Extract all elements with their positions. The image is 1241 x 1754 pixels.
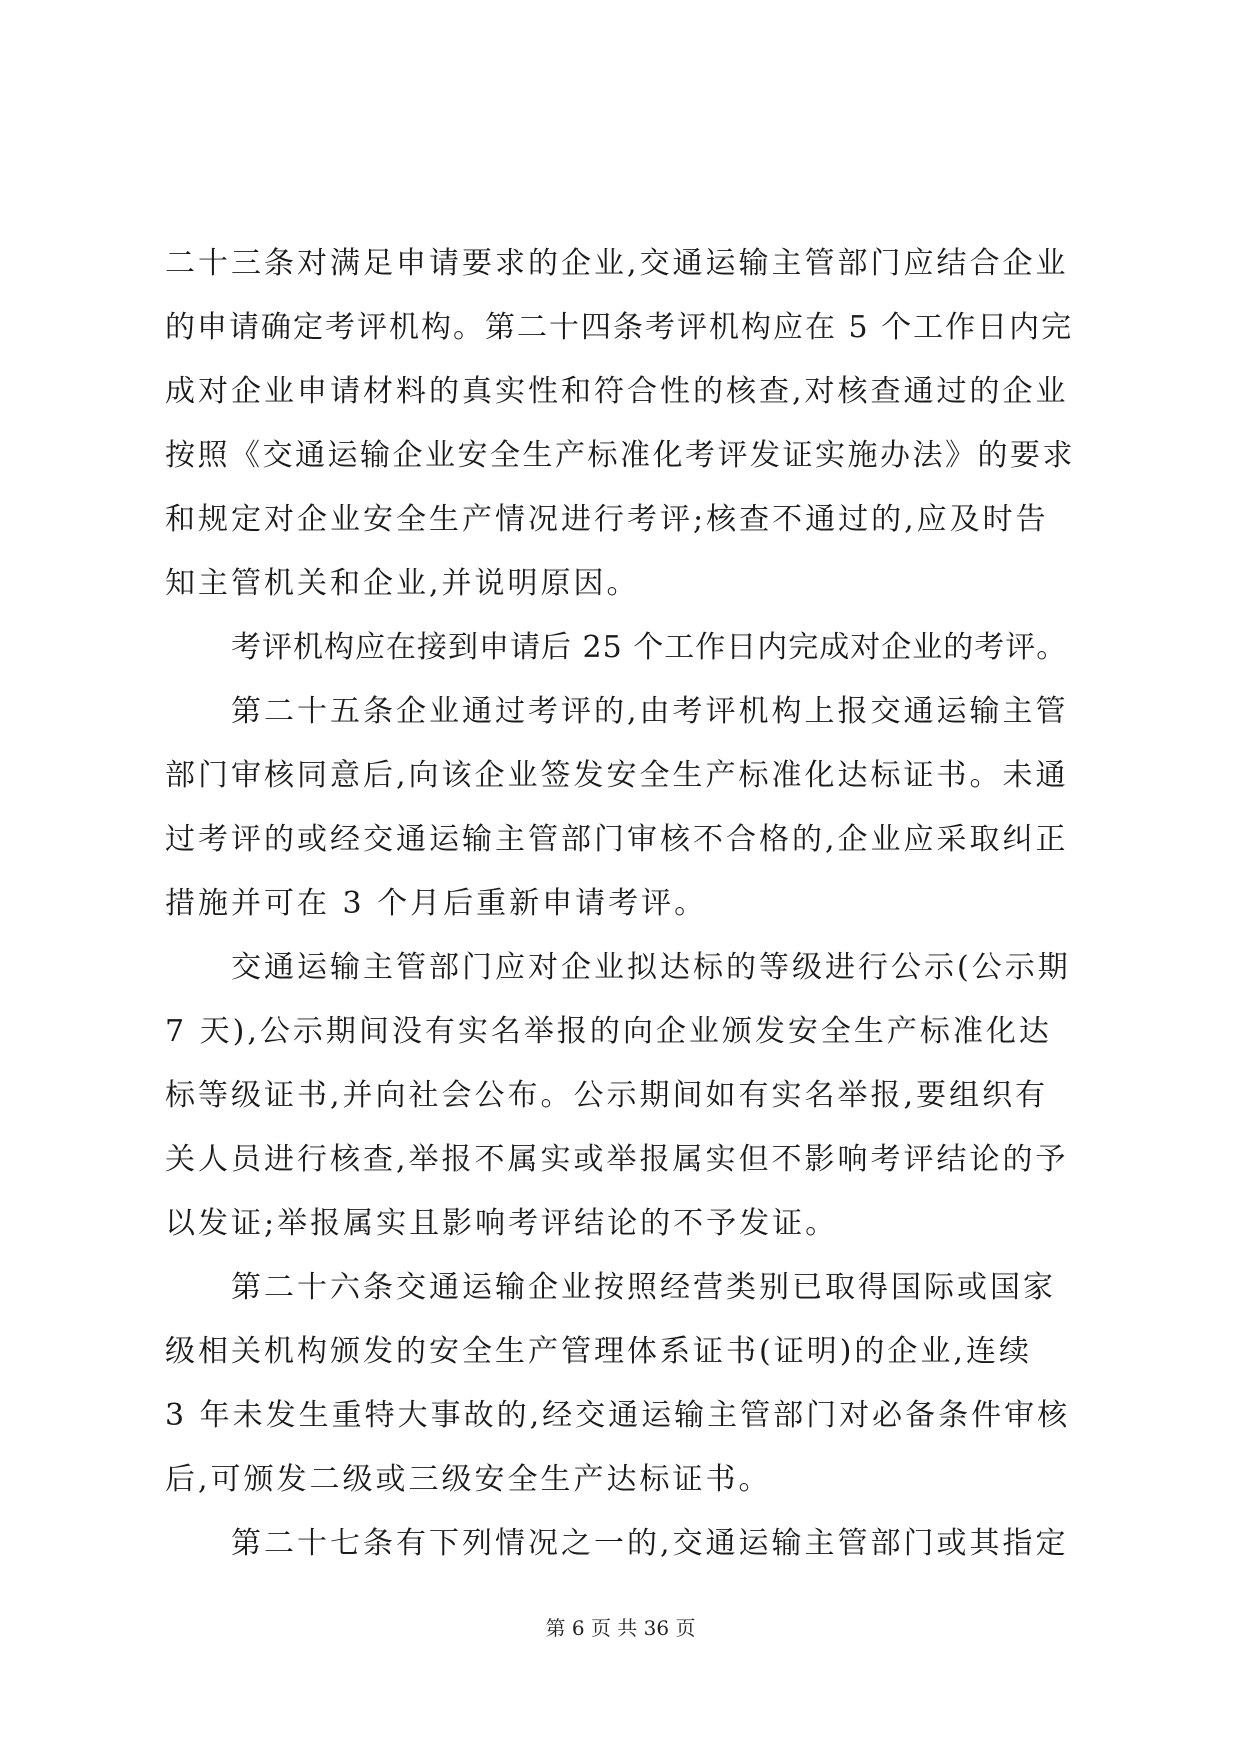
text-line: 按照《交通运输企业安全生产标准化考评发证实施办法》的要求 xyxy=(165,438,1075,473)
page-number-footer: 第 6 页 共 36 页 xyxy=(545,1616,696,1640)
text-line: 关人员进行核查,举报不属实或举报属实但不影响考评结论的予 xyxy=(165,1142,1069,1177)
text-line: 7 天),公示期间没有实名举报的向企业颁发安全生产标准化达 xyxy=(165,1014,1052,1049)
text-line: 知主管机关和企业,并说明原因。 xyxy=(165,566,640,601)
text-line: 成对企业申请材料的真实性和符合性的核查,对核查通过的企业 xyxy=(165,374,1069,409)
text-line: 交通运输主管部门应对企业拟达标的等级进行公示(公示期 xyxy=(231,950,1071,985)
text-line: 级相关机构颁发的安全生产管理体系证书(证明)的企业,连续 xyxy=(165,1334,1032,1369)
text-line: 考评机构应在接到申请后 25 个工作日内完成对企业的考评。 xyxy=(231,630,1068,665)
text-line: 以发证;举报属实且影响考评结论的不予发证。 xyxy=(165,1206,839,1241)
text-line: 和规定对企业安全生产情况进行考评;核查不通过的,应及时告 xyxy=(165,502,1049,537)
text-line: 3 年未发生重特大事故的,经交通运输主管部门对必备条件审核 xyxy=(165,1398,1071,1433)
text-line: 第二十六条交通运输企业按照经营类别已取得国际或国家 xyxy=(231,1270,1056,1305)
text-line: 后,可颁发二级或三级安全生产达标证书。 xyxy=(165,1462,772,1497)
text-line: 二十三条对满足申请要求的企业,交通运输主管部门应结合企业 xyxy=(165,246,1069,281)
text-line: 第二十七条有下列情况之一的,交通运输主管部门或其指定 xyxy=(231,1526,1069,1561)
text-line: 过考评的或经交通运输主管部门审核不合格的,企业应采取纠正 xyxy=(165,822,1069,857)
text-line: 标等级证书,并向社会公布。公示期间如有实名举报,要组织有 xyxy=(165,1078,1049,1113)
text-line: 第二十五条企业通过考评的,由考评机构上报交通运输主管 xyxy=(231,694,1069,729)
text-line: 的申请确定考评机构。第二十四条考评机构应在 5 个工作日内完 xyxy=(165,310,1074,345)
text-line: 措施并可在 3 个月后重新申请考评。 xyxy=(165,886,708,921)
text-line: 部门审核同意后,向该企业签发安全生产标准化达标证书。未通 xyxy=(165,758,1069,793)
